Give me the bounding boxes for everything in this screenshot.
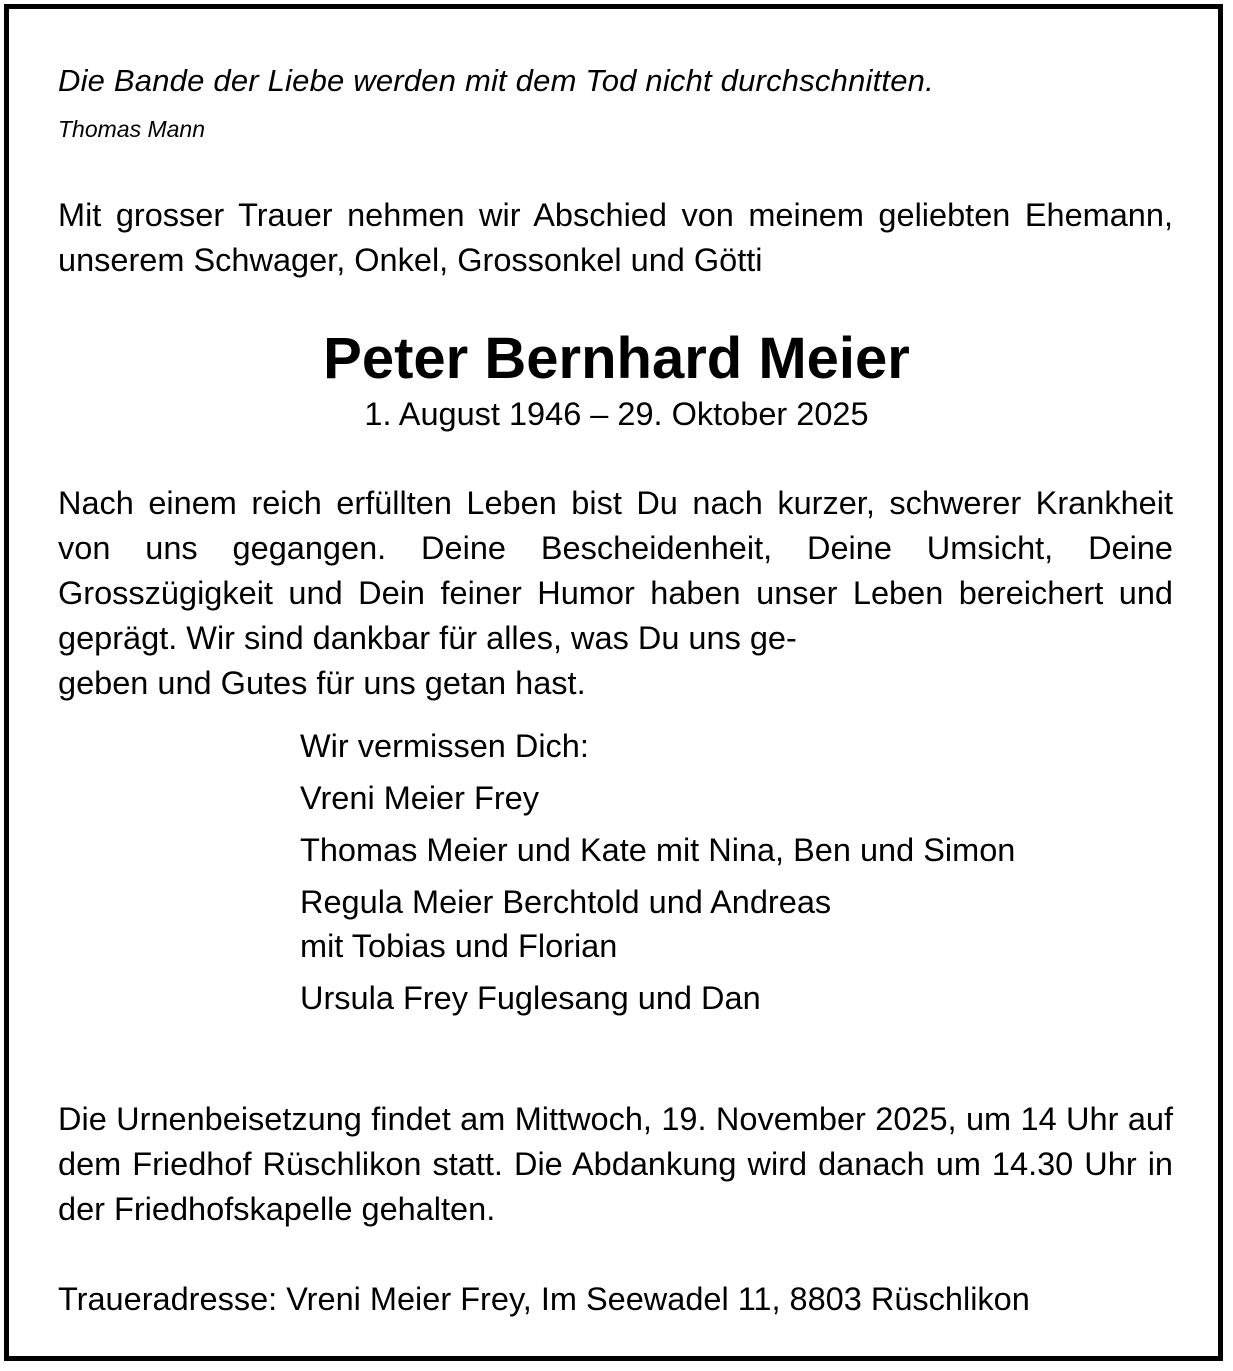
mourner-entry: mit Tobias und Florian [300,928,618,964]
tribute-text: Nach einem reich erfüllten Leben bist Du nach kurzer, schwerer Krankheit von uns gegangen. Deine Bescheidenheit, Deine Umsicht, Deine Grosszügigkeit und Dein feiner Humor haben unser Leben bereichert und geprägt. Wir sind dankbar für alles, was Du uns ge- geben und Gutes für uns getan hast. [58,485,1173,701]
quote-text: Die Bande der Liebe werden mit dem Tod nicht durchschnitten. [58,63,934,98]
mourner-entry: Regula Meier Berchtold und Andreas [300,884,832,920]
mourner-entry: Ursula Frey Fuglesang und Dan [300,980,761,1016]
quote-author: Thomas Mann [58,116,206,142]
mourning-address: Traueradresse: Vreni Meier Frey, Im Seewadel 11, 8803 Rüschlikon [58,1281,1030,1317]
mourner-entry: Thomas Meier und Kate mit Nina, Ben und Simon [300,832,1016,868]
mourners-heading: Wir vermissen Dich: [300,728,589,764]
funeral-details: Die Urnenbeisetzung findet am Mittwoch, 19. November 2025, um 14 Uhr auf dem Friedhof Rüschlikon statt. Die Abdankung wird danach um 14.30 Uhr in der Friedhofskapelle gehalten. [58,1101,1173,1227]
mourners-list [300,724,1015,1020]
intro-text: Mit grosser Trauer nehmen wir Abschied von meinem geliebten Ehemann, unserem Schwager, Onkel, Grossonkel und Götti [58,197,1173,278]
life-dates: 1. August 1946 – 29. Oktober 2025 [364,396,869,432]
deceased-name: Peter Bernhard Meier [323,326,910,391]
mourner-entry: Vreni Meier Frey [300,780,539,816]
